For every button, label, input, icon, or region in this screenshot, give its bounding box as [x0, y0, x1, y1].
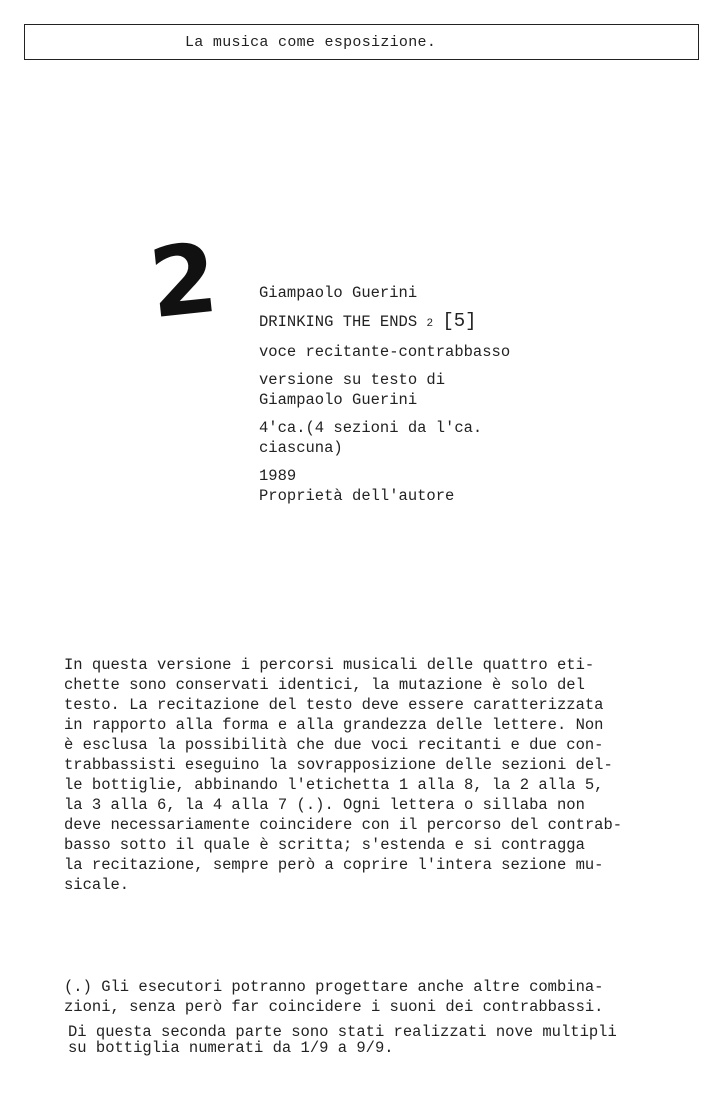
body-line: la recitazione, sempre però a coprire l'intera sezione mu- [64, 856, 604, 874]
footnote-line: zioni, senza però far coincidere i suoni dei contrabbassi. [64, 998, 604, 1016]
body-line: le bottiglie, abbinando l'etichetta 1 alla 8, la 2 alla 5, [64, 776, 604, 794]
section-number: 2 [144, 221, 223, 341]
rights: Proprietà dell'autore [259, 487, 455, 505]
catalog-mark: [5] [442, 310, 477, 332]
closing-line: Di questa seconda parte sono stati realizzati nove multipli [68, 1023, 617, 1041]
year: 1989 [259, 467, 297, 485]
closing-note [68, 1024, 617, 1056]
header-title: La musica come esposizione. [185, 34, 437, 51]
body-line: è esclusa la possibilità che due voci recitanti e due con- [64, 736, 604, 754]
closing-line: su bottiglia numerati da 1/9 a 9/9. [68, 1039, 394, 1057]
footnote [64, 977, 604, 1017]
body-line: In questa versione i percorsi musicali delle quattro eti- [64, 656, 595, 674]
work-info [259, 283, 510, 506]
duration-line: 4'ca.(4 sezioni da l'ca. [259, 419, 483, 437]
body-line: testo. La recitazione del testo deve essere caratterizzata [64, 696, 604, 714]
body-line: chette sono conservati identici, la mutazione è solo del [64, 676, 585, 694]
version-line: Giampaolo Guerini [259, 391, 418, 409]
work-title: DRINKING THE ENDS [259, 313, 418, 331]
body-line: la 3 alla 6, la 4 alla 7 (.). Ogni lettera o sillaba non [64, 796, 585, 814]
body-line: deve necessariamente coincidere con il percorso del contrab- [64, 816, 623, 834]
body-line: basso sotto il quale è scritta; s'estenda e si contragga [64, 836, 585, 854]
work-title-line [259, 311, 510, 334]
version-line: versione su testo di [259, 371, 446, 389]
header-box [24, 24, 699, 60]
instrumentation: voce recitante-contrabbasso [259, 343, 511, 361]
body-line: sicale. [64, 876, 130, 894]
duration-line: ciascuna) [259, 439, 343, 457]
author: Giampaolo Guerini [259, 284, 418, 302]
footnote-line: (.) Gli esecutori potranno progettare anche altre combina- [64, 978, 604, 996]
body-line: in rapporto alla forma e alla grandezza delle lettere. Non [64, 716, 604, 734]
body-line: trabbassisti eseguino la sovrapposizione delle sezioni del- [64, 756, 613, 774]
body-paragraph [64, 655, 622, 895]
work-title-suffix: 2 [426, 318, 434, 330]
